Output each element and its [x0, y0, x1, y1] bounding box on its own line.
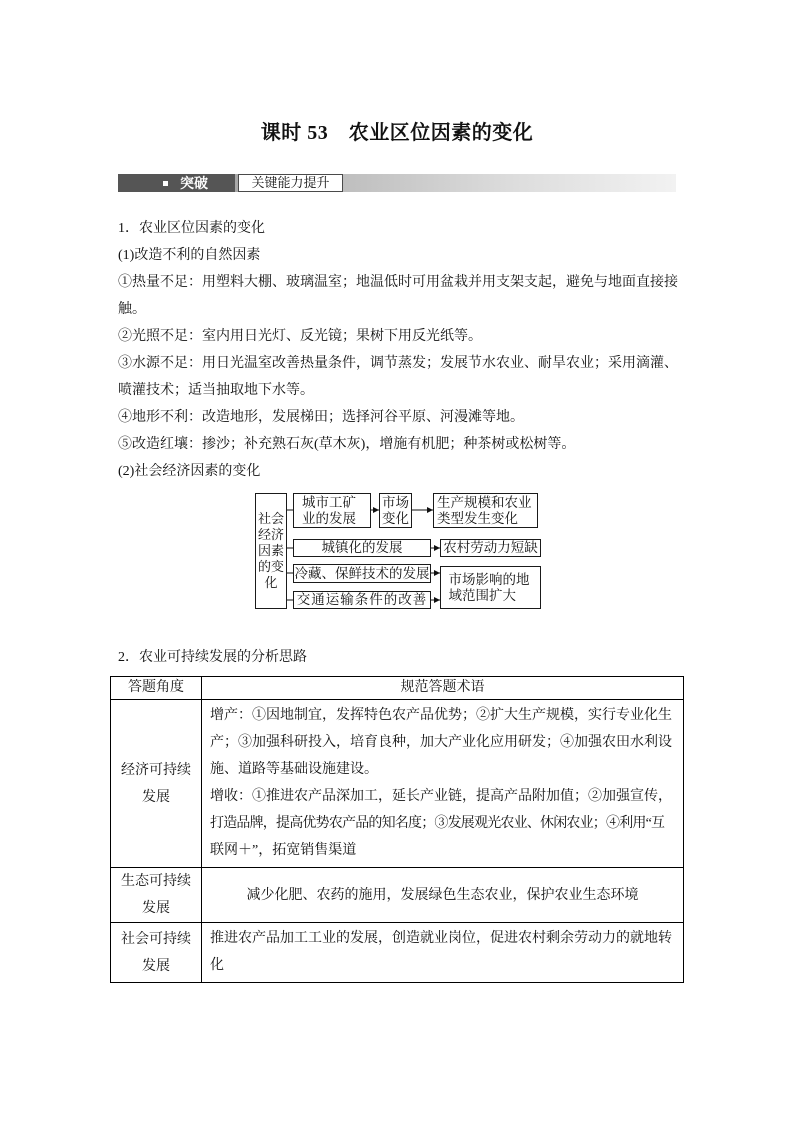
- section2-heading: 2．农业可持续发展的分析思路: [118, 649, 307, 665]
- table-angle-cell: 生态可持续发展: [111, 868, 202, 923]
- diagram-production-change-label: 生产规模和农业类型发生变化: [437, 494, 532, 526]
- natural-factor-item: [118, 404, 680, 431]
- social-factors-diagram: [255, 493, 541, 610]
- section1-heading: 1．农业区位因素的变化: [118, 220, 265, 236]
- analysis-table: [110, 676, 684, 983]
- table-header-row: [111, 677, 684, 700]
- section-banner: [118, 174, 676, 192]
- diagram-root-label: 社会经济因素的变化: [257, 511, 284, 590]
- diagram-market-range-label: 市场影响的地域范围扩大: [448, 571, 530, 603]
- item-line: ①热量不足：用塑料大棚、玻璃温室；地温低时可用盆栽并用支架支起，避免与地面直接接: [118, 274, 678, 290]
- square-bullet-icon: [163, 181, 168, 186]
- item-line: ④地形不利：改造地形，发展梯田；选择河谷平原、河漫滩等地。: [118, 409, 524, 425]
- item-line: ②光照不足：室内用日光灯、反光镜；果树下用反光纸等。: [118, 328, 482, 344]
- page-title: 课时 53 农业区位因素的变化: [260, 122, 534, 144]
- cell-line: 化: [210, 958, 224, 973]
- banner-tag: [118, 174, 235, 192]
- diagram-city-industry-label: 城市工矿业的发展: [302, 494, 356, 526]
- table-header-cell: 答题角度: [111, 677, 202, 700]
- cell-line: 减少化肥、农药的施用，发展绿色生态农业，保护农业生态环境: [246, 887, 639, 903]
- cell-line: 打造品牌，提高优势农产品的知名度；③发展观光农业、休闲农业；④利用“互: [210, 816, 665, 831]
- main-content: [118, 215, 680, 984]
- cell-line: 施、道路等基础设施建设。: [210, 762, 378, 777]
- cell-line: 联网＋”，拓宽销售渠道: [210, 843, 357, 858]
- item-line: 触。: [118, 301, 146, 317]
- banner-label: 关键能力提升: [238, 174, 343, 192]
- diagram-market-change-box: [379, 493, 412, 528]
- cell-line: 产；③加强科研投入，培育良种，加大产业化应用研发；④加强农田水利设: [210, 735, 672, 750]
- diagram-urbanization-label: 城镇化的发展: [321, 540, 403, 555]
- banner-tag-text: 突破: [180, 175, 208, 191]
- table-angle-cell: 社会可持续发展: [111, 923, 202, 983]
- table-text-cell: [202, 868, 684, 923]
- natural-factors-heading: (1)改造不利的自然因素: [118, 247, 261, 263]
- natural-factor-item: [118, 323, 680, 350]
- table-text-cell: [202, 700, 684, 868]
- diagram-labor-shortage-box: [440, 539, 541, 557]
- table-row: [111, 868, 684, 923]
- diagram-transport-box: [293, 591, 431, 609]
- natural-factor-item: [118, 269, 680, 323]
- table-row: [111, 700, 684, 868]
- item-line: ⑤改造红壤：掺沙；补充熟石灰(草木灰)，增施有机肥；种茶树或松树等。: [118, 436, 576, 452]
- diagram-city-industry-box: [293, 493, 371, 528]
- social-factors-heading: (2)社会经济因素的变化: [118, 463, 261, 479]
- item-line: 喷灌技术；适当抽取地下水等。: [118, 382, 314, 398]
- diagram-cold-storage-box: [293, 564, 431, 583]
- diagram-cold-storage-label: 冷藏、保鲜技术的发展: [294, 565, 430, 581]
- diagram-urbanization-box: [293, 539, 431, 557]
- table-header-cell: 规范答题术语: [202, 677, 684, 700]
- diagram-labor-shortage-label: 农村劳动力短缺: [443, 540, 538, 555]
- table-angle-cell: 经济可持续发展: [111, 700, 202, 868]
- cell-line: 增收：①推进农产品深加工，延长产业链，提高产品附加值；②加强宣传，: [210, 789, 672, 804]
- diagram-transport-label: 交通运输条件的改善: [296, 592, 428, 607]
- table-text-cell: [202, 923, 684, 983]
- diagram-root-box: [255, 493, 287, 609]
- diagram-production-change-box: [433, 493, 538, 528]
- table-row: [111, 923, 684, 983]
- cell-line: 增产：①因地制宜，发挥特色农产品优势；②扩大生产规模，实行专业化生: [210, 708, 672, 723]
- item-line: ③水源不足：用日光温室改善热量条件，调节蒸发；发展节水农业、耐旱农业；采用滴灌、: [118, 355, 678, 371]
- diagram-market-range-box: [440, 566, 541, 609]
- natural-factor-item: [118, 431, 680, 458]
- diagram-market-change-label: 市场变化: [382, 494, 409, 526]
- natural-factor-item: [118, 350, 680, 404]
- cell-line: 推进农产品加工工业的发展，创造就业岗位，促进农村剩余劳动力的就地转: [210, 931, 672, 946]
